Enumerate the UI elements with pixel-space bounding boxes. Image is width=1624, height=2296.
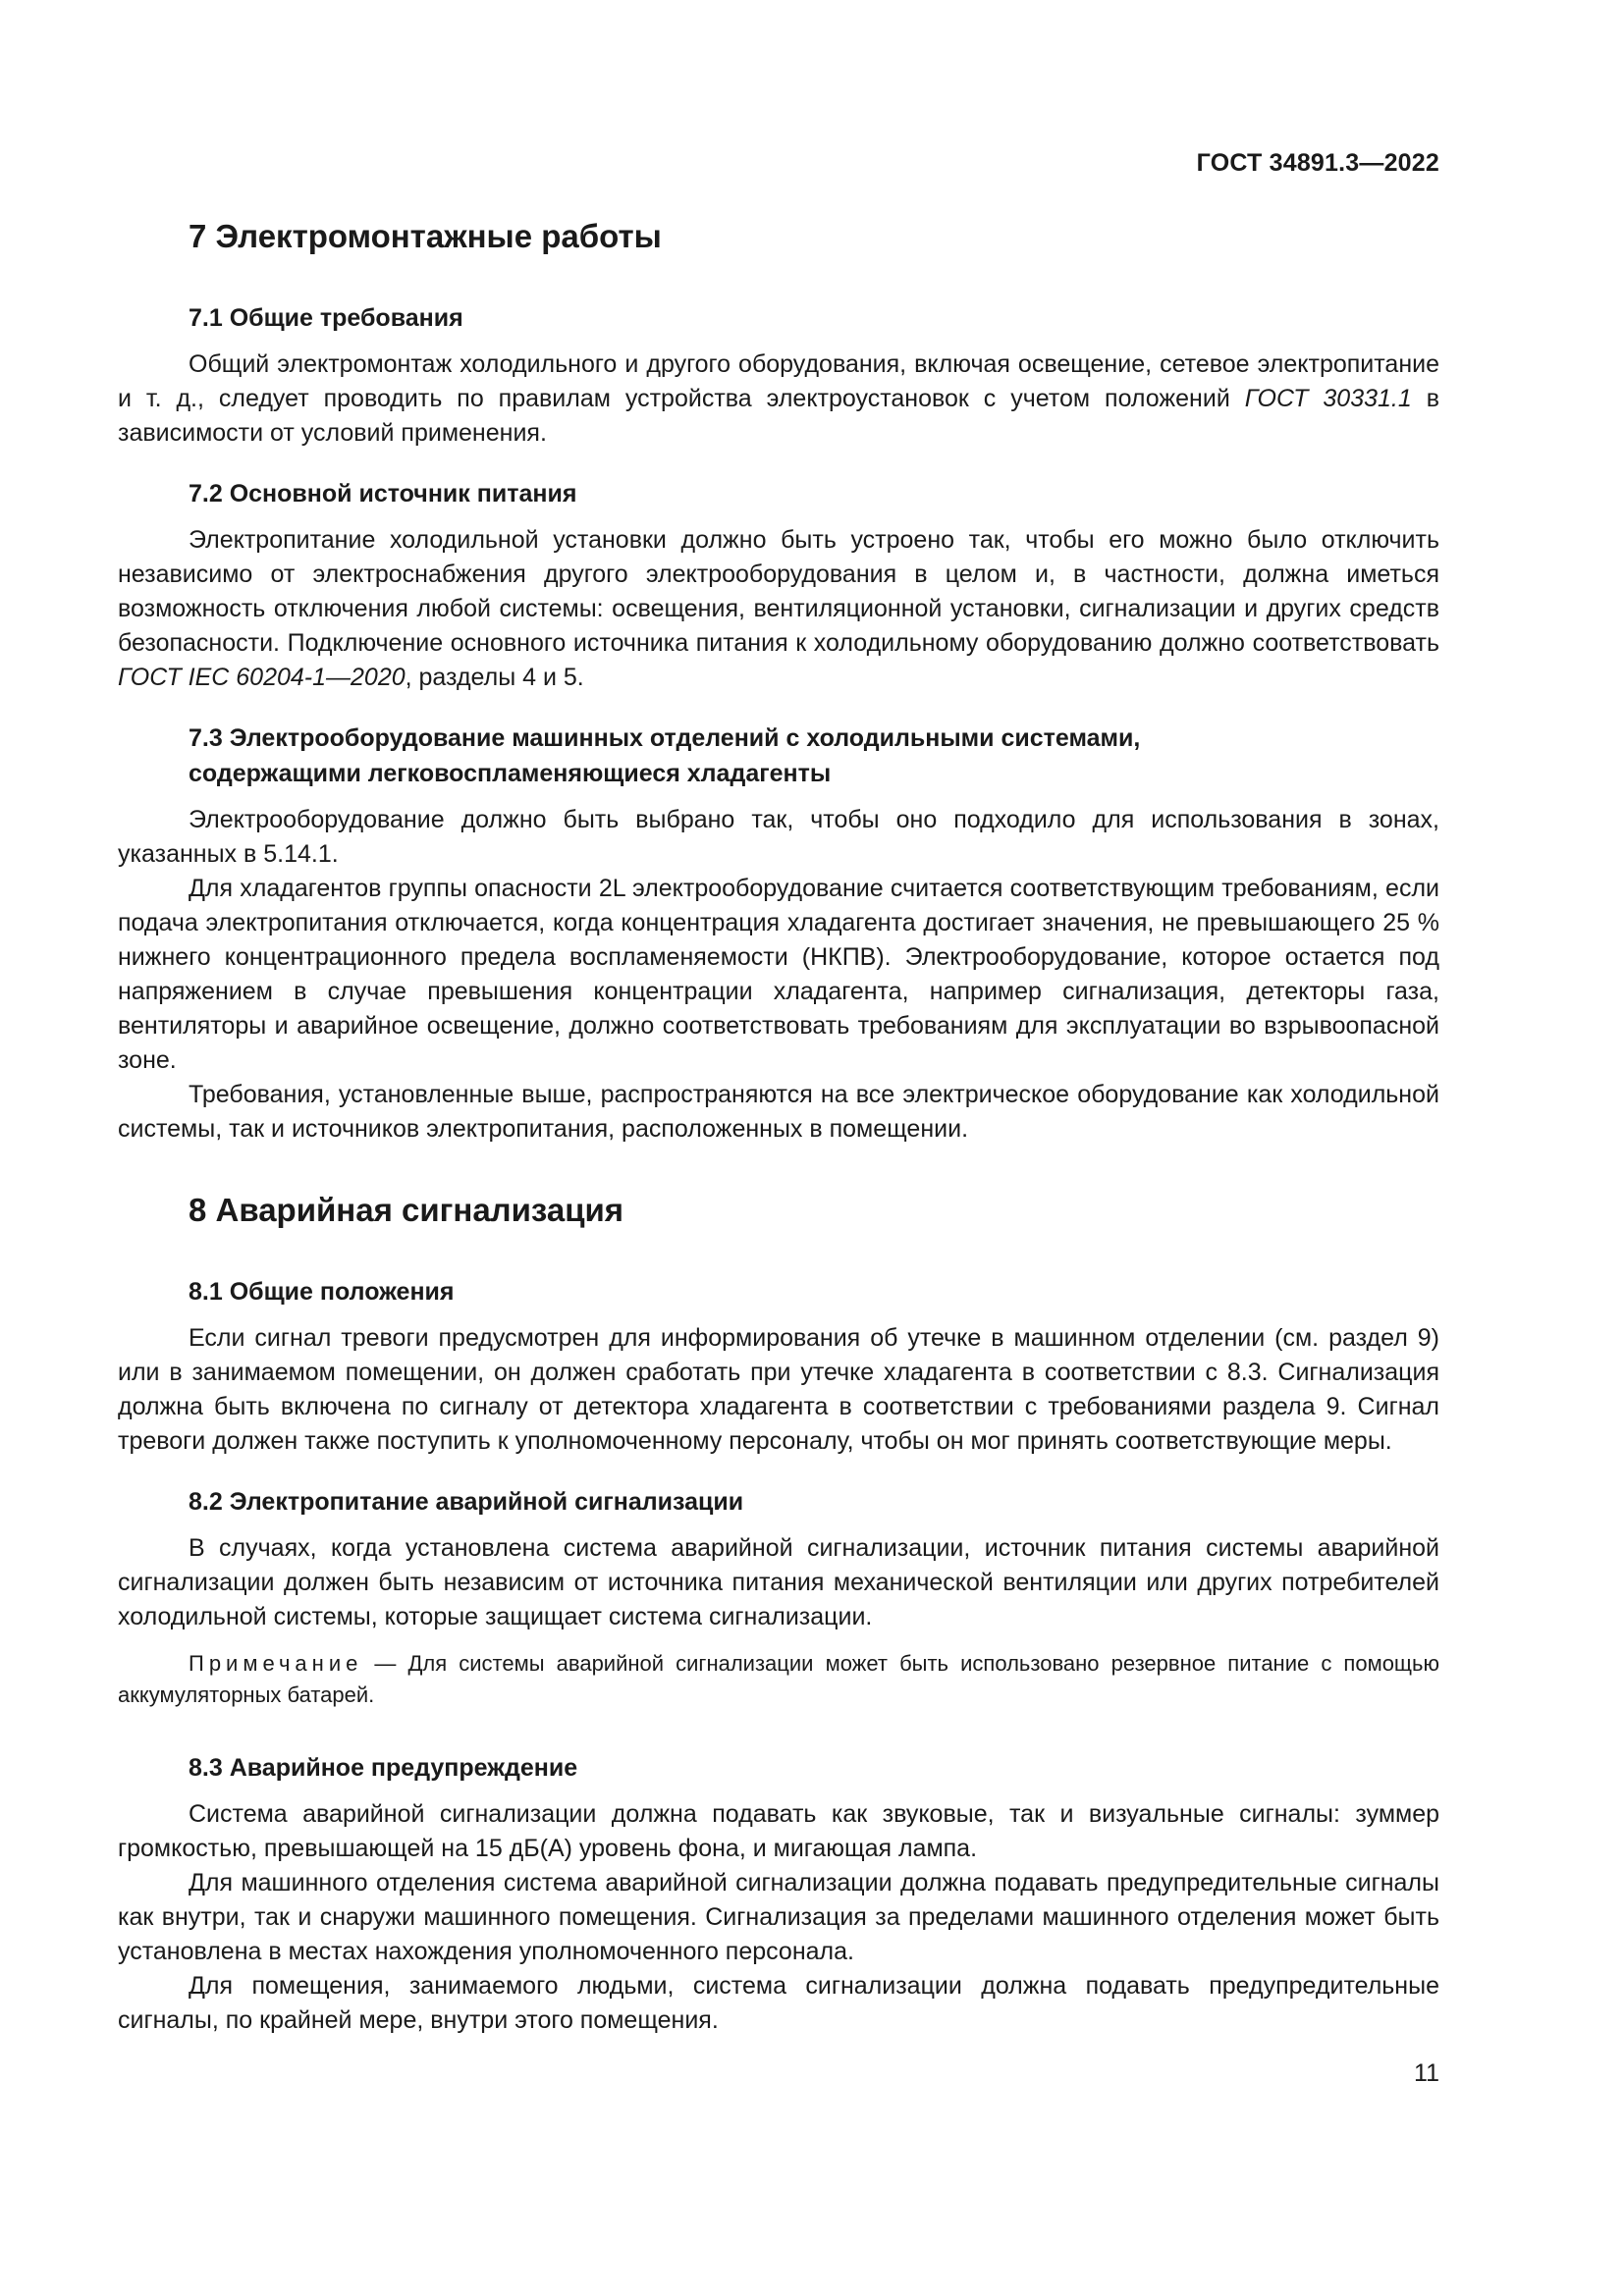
section-8-2-heading: 8.2 Электропитание аварийной сигнализации [189,1488,744,1516]
note [118,1648,1439,1711]
page-number: 11 [1414,2059,1439,2087]
paragraph: Для хладагентов группы опасности 2L электрооборудование считается соответствующим требованиям, если подача электропитания отключается, когда концентрация хладагента достигает значения, не превышающего 25 % нижнего концентрационного предела воспламеняемости (НКПВ). Электрооборудование, которое остается под напряжением в случае превышения концентрации хладагента, например сигнализация, детекторы газа, вентиляторы и аварийное освещение, должно соответствовать требованиям для эксплуатации во взрывоопасной зоне. [118,875,1439,1074]
note-text: — Для системы аварийной сигнализации может быть использовано резервное питание с помощью аккумуляторных батарей. [118,1651,1439,1707]
section-7-1-body [118,347,1439,451]
paragraph: Система аварийной сигнализации должна подавать как звуковые, так и визуальные сигналы: зуммер громкостью, превышающей на 15 дБ(А) уровень фона, и мигающая лампа. [118,1800,1439,1862]
section-8-1-body [118,1321,1439,1459]
section-8-2-body [118,1531,1439,1711]
paragraph: Для помещения, занимаемого людьми, система сигнализации должна подавать предупредительные сигналы, по крайней мере, внутри этого помещения. [118,1972,1439,2034]
paragraph: Электрооборудование должно быть выбрано так, чтобы оно подходило для использования в зонах, указанных в 5.14.1. [118,806,1439,868]
section-8-heading: 8 Аварийная сигнализация [189,1192,624,1228]
section-7-3-heading: 7.3 Электрооборудование машинных отделений с холодильными системами, содержащими легковоспламеняющиеся хладагенты [189,724,1141,787]
standard-reference: ГОСТ 30331.1 [1244,385,1412,412]
section-8-3-heading: 8.3 Аварийное предупреждение [189,1754,578,1782]
paragraph: Для машинного отделения система аварийной сигнализации должна подавать предупредительные сигналы как внутри, так и снаружи машинного помещения. Сигнализация за пределами машинного отделения может быть установлена в местах нахождения уполномоченного персонала. [118,1869,1439,1965]
note-label: Примечание [189,1651,363,1676]
paragraph: Общий электромонтаж холодильного и другого оборудования, включая освещение, сетевое электропитание и т. д., следует проводить по правилам устройства электроустановок с учетом положений ГОСТ 30331.1 в зависимости от условий применения. [118,350,1439,447]
section-7-2-body [118,523,1439,695]
page-body [118,214,1439,2063]
document-code: ГОСТ 34891.3—2022 [1196,149,1439,177]
paragraph: Электропитание холодильной установки должно быть устроено так, чтобы его можно было отключить независимо от электроснабжения другого электрооборудования в целом и, в частности, должна иметься возможность отключения любой системы: освещения, вентиляционной установки, сигнализации и других средств безопасности. Подключение основного источника питания к холодильному оборудованию должно соответствовать ГОСТ IEC 60204-1—2020, разделы 4 и 5. [118,526,1439,691]
section-7-1-heading: 7.1 Общие требования [189,304,463,332]
section-7-heading: 7 Электромонтажные работы [189,218,662,254]
section-8-3-body [118,1797,1439,2038]
paragraph: Требования, установленные выше, распространяются на все электрическое оборудование как холодильной системы, так и источников электропитания, расположенных в помещении. [118,1081,1439,1143]
section-7-2-heading: 7.2 Основной источник питания [189,480,577,507]
paragraph: Если сигнал тревоги предусмотрен для информирования об утечке в машинном отделении (см. раздел 9) или в занимаемом помещении, он должен сработать при утечке хладагента в соответствии с 8.3. Сигнализация должна быть включена по сигналу от детектора хладагента в соответствии с требованиями раздела 9. Сигнал тревоги должен также поступить к уполномоченному персоналу, чтобы он мог принять соответствующие меры. [118,1324,1439,1455]
section-7-3-body [118,803,1439,1147]
standard-reference: ГОСТ IEC 60204-1—2020 [118,664,406,691]
paragraph: В случаях, когда установлена система аварийной сигнализации, источник питания системы аварийной сигнализации должен быть независим от источника питания механической вентиляции или других потребителей холодильной системы, которые защищает система сигнализации. [118,1534,1439,1630]
section-8-1-heading: 8.1 Общие положения [189,1278,455,1306]
